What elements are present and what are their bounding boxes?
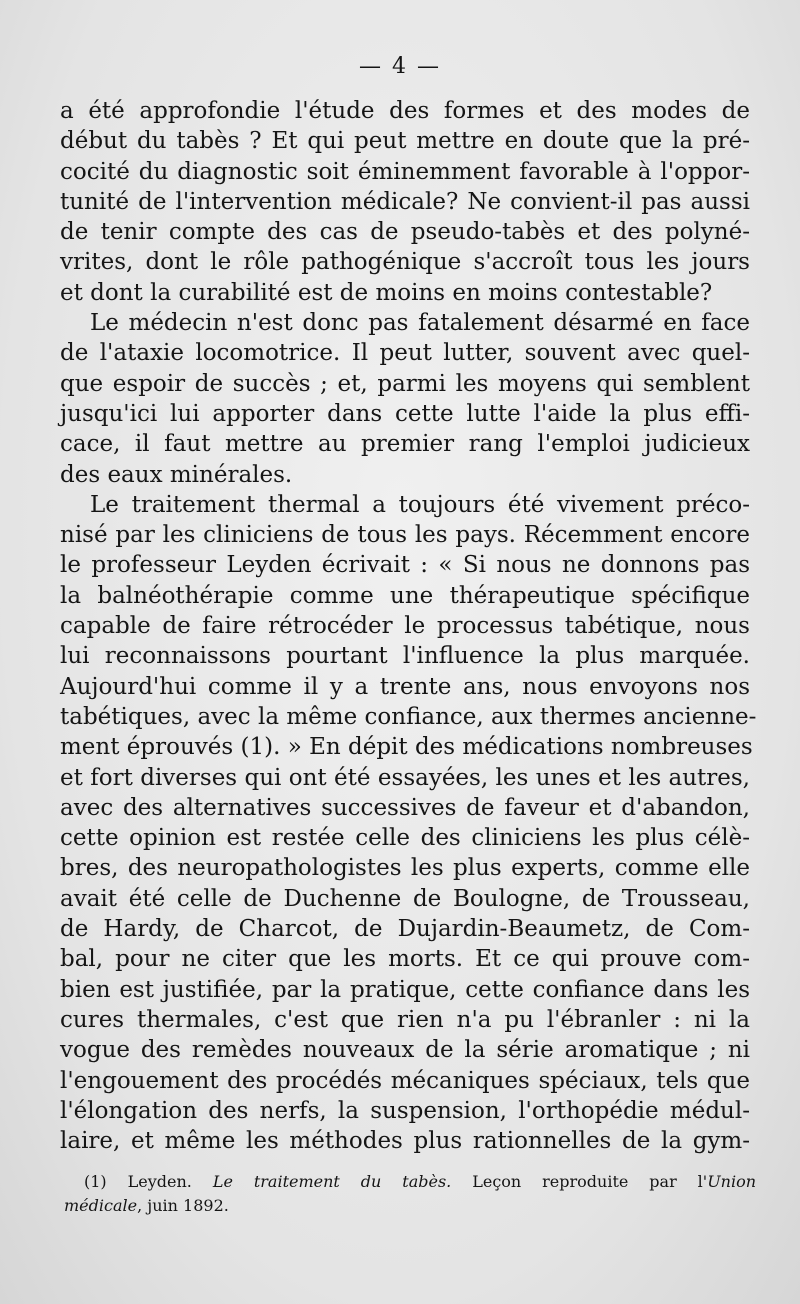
text-line: de l'ataxie locomotrice. Il peut lutter, souvent avec quel- bbox=[60, 340, 750, 367]
text-line: lui reconnaissons pourtant l'influence la plus marquée. bbox=[60, 643, 750, 670]
text-line: Le traitement thermal a toujours été vivement préco- bbox=[90, 491, 750, 518]
text-line: l'élongation des nerfs, la suspension, l'orthopédie médul- bbox=[60, 1097, 750, 1124]
text-line: ment éprouvés (1). » En dépit des médications nombreuses bbox=[60, 734, 753, 761]
text-line: de tenir compte des cas de pseudo-tabès et des polyné- bbox=[60, 219, 750, 246]
body-text bbox=[60, 96, 757, 1156]
footnote-line bbox=[84, 1170, 756, 1194]
text-line: avec des alternatives successives de faveur et d'abandon, bbox=[60, 794, 750, 821]
text-line: bien est justifiée, par la pratique, cette confiance dans les bbox=[60, 976, 750, 1003]
text-line: a été approfondie l'étude des formes et des modes de bbox=[60, 98, 750, 124]
text-line: nisé par les cliniciens de tous les pays. Récemment encore bbox=[60, 522, 750, 549]
text-line: Aujourd'hui comme il y a trente ans, nous envoyons nos bbox=[60, 673, 750, 700]
text-line: le professeur Leyden écrivait : « Si nous ne donnons pas bbox=[60, 552, 750, 579]
text-line: que espoir de succès ; et, parmi les moyens qui semblent bbox=[60, 370, 750, 397]
footnote-journal: Union bbox=[707, 1172, 757, 1191]
text-line: vrites, dont le rôle pathogénique s'accroît tous les jours bbox=[60, 249, 750, 276]
text-line: jusqu'ici lui apporter dans cette lutte l'aide la plus effi- bbox=[60, 400, 750, 427]
text-line: avait été celle de Duchenne de Boulogne, de Trousseau, bbox=[60, 885, 750, 912]
footnote-title: Le traitement du tabès. bbox=[212, 1172, 452, 1191]
footnote-marker: (1) bbox=[84, 1172, 107, 1191]
text-line: bres, des neuropathologistes les plus experts, comme elle bbox=[60, 855, 750, 882]
footnote-date: , juin 1892. bbox=[137, 1196, 229, 1215]
text-line: vogue des remèdes nouveaux de la série aromatique ; ni bbox=[60, 1037, 750, 1064]
text-line: capable de faire rétrocéder le processus tabétique, nous bbox=[60, 613, 750, 640]
text-line: l'engouement des procédés mécaniques spéciaux, tels que bbox=[60, 1067, 750, 1094]
text-line: début du tabès ? Et qui peut mettre en doute que la pré- bbox=[60, 128, 750, 155]
text-line: laire, et même les méthodes plus rationnelles de la gym- bbox=[60, 1128, 750, 1155]
text-line: cures thermales, c'est que rien n'a pu l'ébranler : ni la bbox=[60, 1006, 750, 1033]
text-line: cette opinion est restée celle des cliniciens les plus célè- bbox=[60, 825, 750, 852]
page-number: — 4 — bbox=[359, 54, 441, 79]
text-line: tabétiques, avec la même confiance, aux thermes ancienne- bbox=[60, 703, 757, 730]
text-line: et fort diverses qui ont été essayées, les unes et les autres, bbox=[60, 764, 750, 791]
text-line: cace, il faut mettre au premier rang l'emploi judicieux bbox=[60, 431, 750, 458]
text-line: bal, pour ne citer que les morts. Et ce qui prouve com- bbox=[60, 946, 750, 973]
text-line: des eaux minérales. bbox=[60, 461, 293, 488]
footnote-author: Leyden. bbox=[127, 1172, 192, 1191]
footnote bbox=[64, 1170, 757, 1218]
text-line: cocité du diagnostic soit éminemment favorable à l'oppor- bbox=[60, 158, 750, 185]
footnote-journal-cont: médicale bbox=[64, 1196, 138, 1215]
footnote-text: Leçon reproduite par l' bbox=[472, 1172, 708, 1191]
text-line: la balnéothérapie comme une thérapeutique spécifique bbox=[60, 582, 750, 609]
text-line: de Hardy, de Charcot, de Dujardin-Beaumetz, de Com- bbox=[60, 916, 750, 943]
text-line: tunité de l'intervention médicale? Ne convient-il pas aussi bbox=[60, 188, 750, 215]
footnote-line bbox=[64, 1194, 756, 1218]
text-line: Le médecin n'est donc pas fatalement désarmé en face bbox=[90, 310, 750, 337]
text-line: et dont la curabilité est de moins en moins contestable? bbox=[60, 279, 713, 306]
